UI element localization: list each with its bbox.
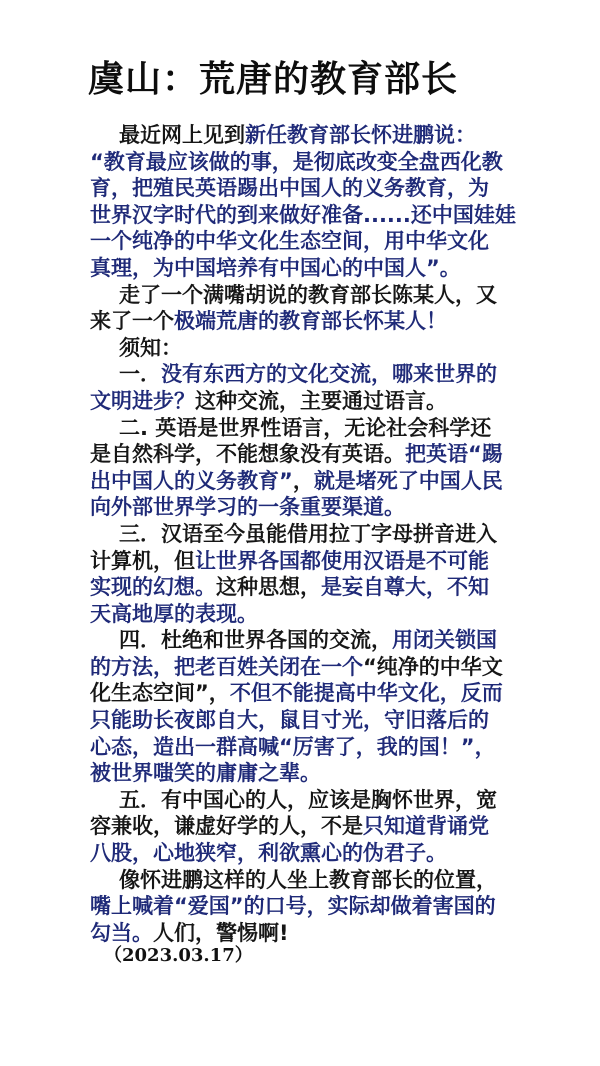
article-line — [90, 468, 520, 495]
article-body — [90, 122, 520, 946]
highlighted-text: 真理，为中国培养有中国心的中国人”。 — [90, 255, 461, 280]
article-line — [90, 760, 520, 787]
body-text: 来了一个 — [90, 309, 174, 334]
body-text: 五．有中国心的人，应该是胸怀世界，宽 — [119, 787, 497, 812]
article-line — [90, 813, 520, 840]
highlighted-text: 只知道背诵党 — [363, 814, 489, 839]
highlighted-text: 是妄自尊大，不知 — [321, 575, 489, 600]
highlighted-text: 出中国人的义务教育” — [90, 468, 293, 493]
article-line — [90, 574, 520, 601]
body-text: 是自然科学，不能想象没有英语。 — [90, 442, 405, 467]
body-text: 像怀进鹏这样的人坐上教育部长的位置， — [119, 867, 497, 892]
article-line — [90, 548, 520, 575]
highlighted-text: 不但不能提高中华文化，反而 — [229, 681, 503, 706]
body-text: 二. 英语是世界性语言，无论社会科学还 — [119, 415, 492, 440]
article-line — [90, 202, 520, 229]
highlighted-text: 一个纯净的中华文化生态空间，用中华文化 — [90, 229, 489, 254]
article-line — [90, 175, 520, 202]
highlighted-text: 被世界嗤笑的庸庸之辈。 — [90, 761, 321, 786]
body-text: 这种交流，主要通过语言。 — [195, 388, 447, 413]
article-line — [90, 680, 520, 707]
highlighted-text: 心态，造出一群高喊“厉害了，我的国！”， — [90, 734, 496, 759]
article-line — [90, 308, 520, 335]
body-text: 人们，警惕啊! — [153, 920, 289, 945]
article-line — [90, 228, 520, 255]
body-text: 最近网上见到 — [119, 123, 245, 147]
article-line — [90, 122, 520, 149]
article-line — [90, 654, 520, 681]
highlighted-text: 天高地厚的表现。 — [90, 601, 258, 626]
article-line — [90, 707, 520, 734]
highlighted-text: “教育最应该做的事，是彻底改变全盘西化教 — [90, 149, 503, 174]
highlighted-text: 嘴上喊着“爱国”的口号， — [90, 894, 328, 919]
article-line — [90, 627, 520, 654]
article-line — [90, 787, 520, 814]
body-text: 一． — [119, 362, 161, 387]
body-text: “纯净的中华文 — [363, 654, 503, 679]
body-text: 容兼收，谦虚好学的人，不是 — [90, 814, 363, 839]
highlighted-text: 实现的幻想。 — [90, 575, 216, 600]
highlighted-text: 让世界各国都使用汉语是不可能 — [195, 548, 489, 573]
highlighted-text: 的方法，把老百姓关闭在一个 — [90, 654, 363, 679]
highlighted-text: 八股，心地狭窄，利欲熏心的伪君子。 — [90, 841, 447, 866]
body-text: 这种思想， — [216, 575, 321, 600]
article-line — [90, 734, 520, 761]
article-line — [90, 601, 520, 628]
article-line — [90, 441, 520, 468]
highlighted-text: 新任教育部长怀进鹏说： — [245, 123, 476, 147]
body-text: 走了一个满嘴胡说的教育部长陈某人，又 — [119, 282, 497, 307]
body-text: 须知： — [119, 335, 182, 360]
highlighted-text: 就是堵死了中国人民 — [313, 468, 503, 493]
highlighted-text: 实际却做着害国的 — [327, 894, 496, 919]
highlighted-text: 把英语“踢 — [405, 442, 503, 467]
article-line — [90, 388, 520, 415]
article-line — [90, 415, 520, 442]
article-date: （2023.03.17） — [104, 945, 253, 966]
highlighted-text: 极端荒唐的教育部长怀某人！ — [174, 309, 447, 334]
highlighted-text: 文明进步？ — [90, 388, 195, 413]
article-line — [90, 255, 520, 282]
body-text: ， — [292, 468, 314, 493]
article-line — [90, 335, 520, 362]
body-text: 三．汉语至今虽能借用拉丁字母拼音进入 — [119, 521, 497, 546]
article-title: 虞山：荒唐的教育部长 — [88, 59, 459, 100]
article-line — [90, 282, 520, 309]
highlighted-text: 没有东西方的文化交流，哪来世界的 — [161, 362, 497, 387]
highlighted-text: 只能助长夜郎自大，鼠目寸光，守旧落后的 — [90, 708, 489, 733]
article-line — [90, 361, 520, 388]
highlighted-text: 育，把殖民英语踢出中国人的义务教育，为 — [90, 176, 489, 201]
article-line — [90, 521, 520, 548]
body-text: 化生态空间”， — [90, 681, 230, 706]
article-line — [90, 867, 520, 894]
highlighted-text: 向外部世界学习的一条重要渠道。 — [90, 495, 405, 520]
highlighted-text: 勾当。 — [90, 920, 153, 945]
highlighted-text: 世界汉字时代的到来做好准备......还中国娃娃 — [90, 202, 516, 227]
article-line — [90, 149, 520, 176]
article-line — [90, 893, 520, 920]
article-line — [90, 494, 520, 521]
highlighted-text: 用闭关锁国 — [392, 628, 497, 653]
body-text: 四．杜绝和世界各国的交流， — [119, 628, 392, 653]
body-text: 计算机，但 — [90, 548, 195, 573]
article-line — [90, 840, 520, 867]
